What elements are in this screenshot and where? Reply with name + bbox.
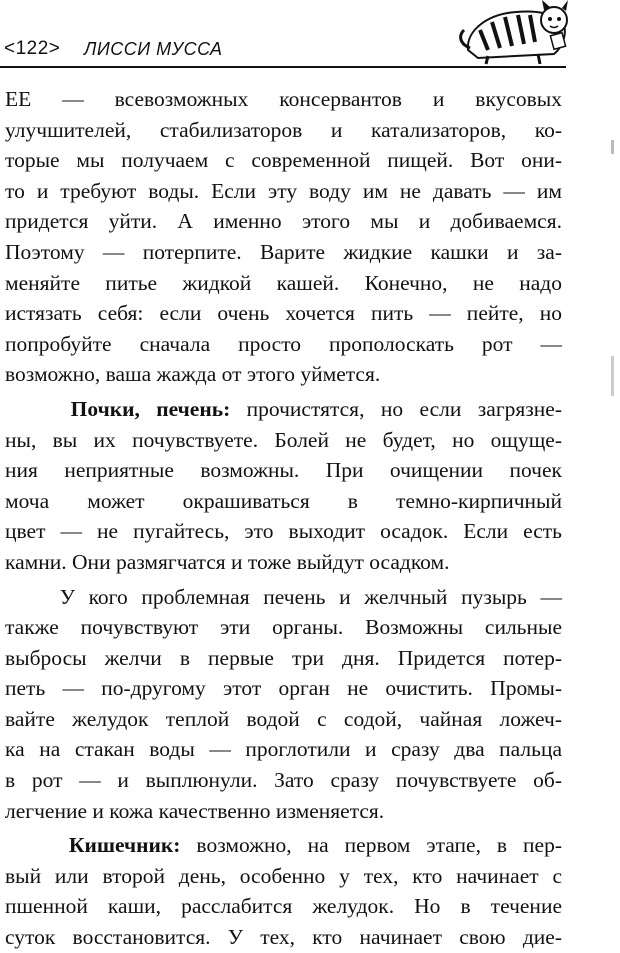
text-line: истязать себя: если очень хочется пить — пейте, но (5, 301, 562, 326)
text-line: ния неприятные возможны. При очищении почек (5, 458, 562, 483)
text-line: то и требуют воды. Если эту воду им не давать — им (5, 178, 562, 203)
lead-rest: прочистятся, но если загрязне- (230, 396, 562, 421)
lead-rest: возможно, на первом этапе, в пер- (180, 833, 562, 858)
text-line-lead (5, 830, 562, 861)
text-line: также почувствуют эти органы. Возможны сильные (5, 615, 562, 640)
page-header (0, 0, 620, 72)
text-line: пшенной каши, расслабится желудок. Но в течение (5, 894, 562, 919)
text-line: возможно, ваша жажда от этого уймется. (5, 362, 381, 387)
running-title: ЛИССИ МУССА (84, 39, 223, 59)
paragraph-gallbladder (5, 582, 562, 827)
text-line: ны, вы их почувствуете. Болей не будет, но ощуще- (5, 427, 562, 452)
text-line: ЕЕ — всевозможных консервантов и вкусовых (5, 87, 562, 111)
text-line: камни. Они размягчатся и тоже выйдут осадком. (5, 549, 450, 574)
text-line: торые мы получаем с современной пищей. Вот они- (5, 148, 562, 173)
text-line: меняйте питье жидкой кашей. Конечно, не надо (5, 270, 562, 295)
text-line-indent (5, 582, 562, 613)
text-line: моча может окрашиваться в темно-кирпичный (5, 488, 562, 513)
text-line: ка на стакан воды — проглотили и сразу два пальца (5, 737, 562, 762)
header-rule (0, 66, 566, 68)
margin-mark (611, 356, 614, 396)
text-line: цвет — не пугайтесь, это выходит осадок. Если есть (5, 519, 562, 544)
text-line: в рот — и выплюнули. Зато сразу почувствуете об- (5, 768, 562, 793)
paragraph-intestine (5, 830, 562, 952)
text-line-content: У кого проблемная печень и желчный пузырь — (59, 584, 563, 609)
text-line: суток восстановится. У тех, кто начинает свою дие- (5, 925, 562, 950)
text-line: вайте желудок теплой водой с содой, чайная ложеч- (5, 706, 562, 731)
margin-mark (611, 140, 614, 154)
paragraph-1 (5, 84, 562, 390)
text-line: Поэтому — потерпите. Варите жидкие кашки и за- (5, 239, 562, 264)
text-line: попробуйте сначала просто прополоскать рот — (5, 331, 562, 356)
text-line: придется уйти. А именно этого мы и добиваемся. (5, 209, 562, 234)
text-line: вый или второй день, особенно у тех, кто начинает с (5, 863, 562, 888)
paragraph-kidneys-liver (5, 394, 562, 578)
section-lead-kidneys-liver: Почки, печень: (70, 396, 231, 421)
page-number: <122> (4, 38, 61, 59)
text-line: выбросы желчи в первые три дня. Придется потер- (5, 645, 562, 670)
text-line: легчение и кожа качественно изменяется. (5, 798, 385, 823)
text-line: петь — по-другому этот орган не очистить. Промы- (5, 676, 562, 701)
text-line: улучшителей, стабилизаторов и катализаторов, ко- (5, 117, 562, 142)
section-lead-intestine: Кишечник: (68, 833, 181, 858)
striped-cat-illustration (458, 0, 578, 66)
page-body (5, 84, 562, 953)
text-line-lead (5, 394, 562, 425)
